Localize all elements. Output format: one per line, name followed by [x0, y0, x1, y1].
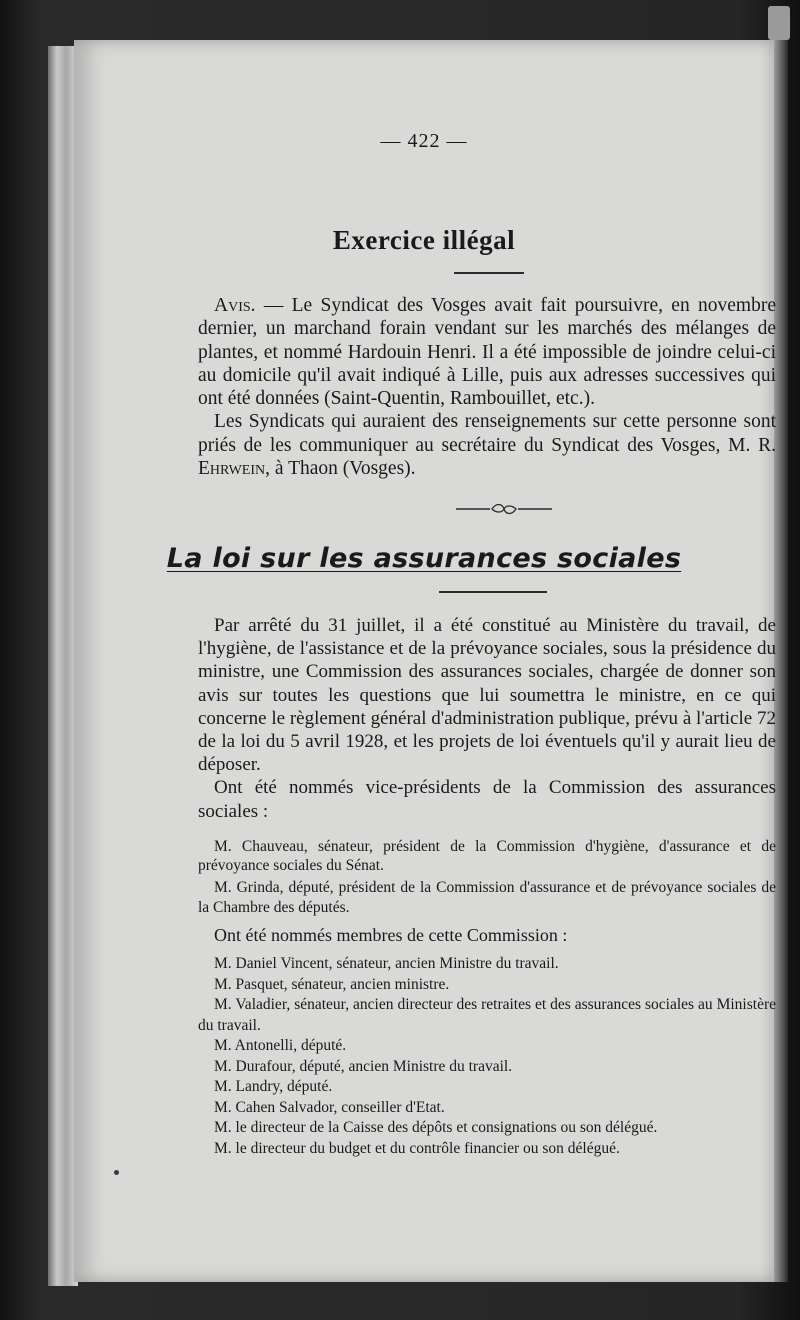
section-title-text: La loi sur les assurances sociales: [166, 543, 682, 574]
syndicats-text-start: Les Syndicats qui auraient des renseignements sur cette personne sont priés de les communiquer au secrétaire du Syndicat des Vosges, M. R.: [198, 411, 776, 456]
title-underline-rule: [439, 591, 547, 593]
section-title-exercice-illegal: Exercice illégal: [332, 225, 516, 255]
avis-text: — Le Syndicat des Vosges avait fait poursuivre, en novembre dernier, un marchand forain vendant sur les marchés des mélanges de plantes, et nommé Hardouin Henri. Il a été impossible de joindre celui-ci au domicile qu'il avait indiqué à Lille, puis aux adresses successives qui ont été données (Saint-Quentin, Rambouillet, etc.).: [198, 295, 776, 410]
member-entry: M. Antonelli, député.: [214, 1037, 347, 1054]
paragraph-arrete: Par arrêté du 31 juillet, il a été constitué au Ministère du travail, de l'hygiène, de l'assistance et de la prévoyance sociales, sous la présidence du ministre, une Commission des assurances sociales, chargée de donner son avis sur toutes les questions que lui soumettra le ministre, en ce qui concerne le règlement général d'administration publique, prévu à l'article 72 de la loi du 5 avril 1928, et les projets de loi éventuels qu'il y aurait lieu de déposer.: [198, 615, 776, 776]
member-entry: M. Daniel Vincent, sénateur, ancien Ministre du travail.: [214, 955, 559, 972]
page-clip: [768, 6, 790, 40]
section-divider-ornament: [456, 502, 552, 516]
section2-body: [198, 614, 776, 823]
member-entry: M. Durafour, député, ancien Ministre du travail.: [214, 1057, 513, 1075]
member-entry: M. Pasquet, sénateur, ancien ministre.: [214, 975, 450, 993]
member-entry: M. le directeur de la Caisse des dépôts et consignations ou son délégué.: [214, 1119, 658, 1136]
paragraph-syndicats: [198, 410, 776, 480]
vice-president-entry: M. Grinda, député, président de la Commission d'assurance et de prévoyance sociales de la Chambre des députés.: [198, 879, 776, 916]
section1-body: [198, 294, 776, 480]
book-page: [74, 40, 774, 1282]
vice-president-entry: M. Chauveau, sénateur, président de la Commission d'hygiène, d'assurance et de prévoyance sociales du Sénat.: [198, 838, 776, 875]
ink-speck: [114, 1170, 119, 1175]
paragraph-vice-presidents-intro: Ont été nommés vice-présidents de la Commission des assurances sociales :: [198, 777, 776, 822]
page-number: — 422 —: [380, 130, 468, 152]
member-entry: M. le directeur du budget et du contrôle financier ou son délégué.: [214, 1139, 620, 1157]
member-entry: M. Landry, député.: [214, 1078, 333, 1095]
members-list: [198, 954, 776, 1159]
member-entry: M. Cahen Salvador, conseiller d'Etat.: [214, 1098, 445, 1116]
members-heading: Ont été nommés membres de cette Commission :: [214, 925, 568, 945]
paragraph-avis: [198, 294, 776, 410]
vice-presidents-list: [198, 837, 776, 920]
section-title-assurances-sociales: [74, 543, 774, 574]
member-entry: M. Valadier, sénateur, ancien directeur des retraites et des assurances sociales au Ministère du travail.: [198, 996, 776, 1034]
page-right-edge: [774, 40, 788, 1282]
avis-label: Avis.: [214, 295, 256, 316]
secretary-name: Ehrwein: [198, 458, 266, 480]
syndicats-text-end: , à Thaon (Vosges).: [265, 458, 416, 480]
title-underline-rule: [454, 272, 524, 274]
